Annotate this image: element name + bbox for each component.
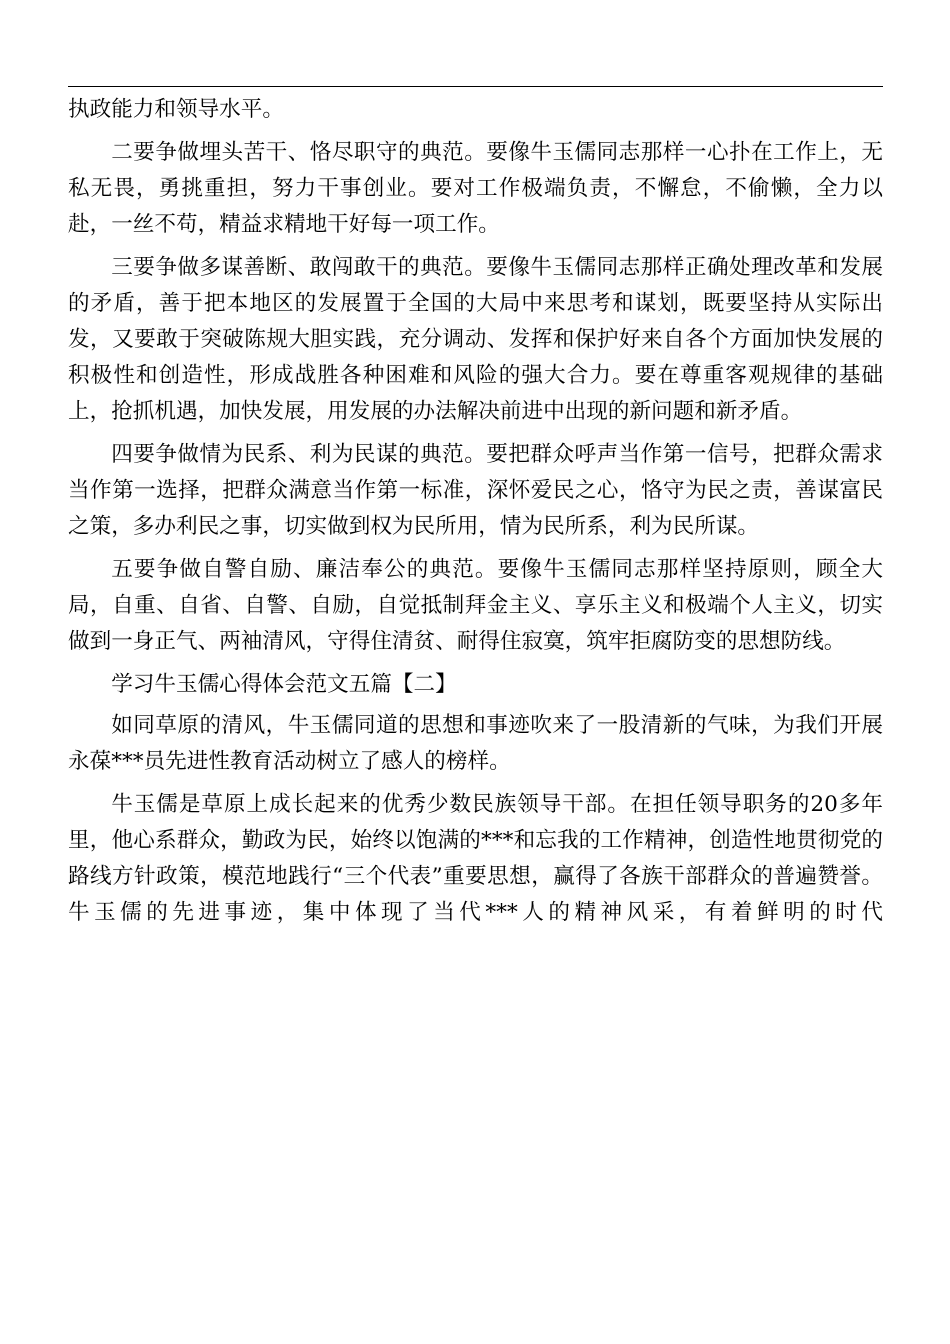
- paragraph-point-two: 二要争做埋头苦干、恪尽职守的典范。要像牛玉儒同志那样一心扑在工作上，无私无畏，勇挑重担，努力干事创业。要对工作极端负责，不懈怠，不偷懒，全力以赴，一丝不苟，精益求精地干好每一项工作。: [68, 140, 883, 237]
- document-body: [68, 92, 883, 938]
- paragraph-point-four: 四要争做情为民系、利为民谋的典范。要把群众呼声当作第一信号，把群众需求当作第一选择，把群众满意当作第一标准，深怀爱民之心，恪守为民之责，善谋富民之策，多办利民之事，切实做到权为民所用，情为民所系，利为民所谋。: [68, 442, 883, 539]
- paragraph-point-three: 三要争做多谋善断、敢闯敢干的典范。要像牛玉儒同志那样正确处理改革和发展的矛盾，善于把本地区的发展置于全国的大局中来思考和谋划，既要坚持从实际出发，又要敢于突破陈规大胆实践，充分调动、发挥和保护好来自各个方面加快发展的积极性和创造性，形成战胜各种困难和风险的强大合力。要在尊重客观规律的基础上，抢抓机遇，加快发展，用发展的办法解决前进中出现的新问题和新矛盾。: [68, 255, 883, 424]
- section-heading: 学习牛玉儒心得体会范文五篇【二】: [111, 672, 457, 697]
- paragraph-intro: 如同草原的清风，牛玉儒同道的思想和事迹吹来了一股清新的气味，为我们开展永葆***员先进性教育活动树立了感人的榜样。: [68, 713, 883, 774]
- paragraph-point-five: 五要争做自警自励、廉洁奉公的典范。要像牛玉儒同志那样坚持原则，顾全大局，自重、自省、自警、自励，自觉抵制拜金主义、享乐主义和极端个人主义，切实做到一身正气、两袖清风，守得住清贫、耐得住寂寞，筑牢拒腐防变的思想防线。: [68, 557, 883, 654]
- paragraph-continuation: 执政能力和领导水平。: [68, 97, 284, 122]
- paragraph-biography: 牛玉儒是草原上成长起来的优秀少数民族领导干部。在担任领导职务的20多年里，他心系群众，勤政为民，始终以饱满的***和忘我的工作精神，创造性地贯彻党的路线方针政策，模范地践行“三个代表”重要思想，赢得了各族干部群众的普遍赞誉。牛玉儒的先进事迹，集中体现了当代***人的精神风采，有着鲜明的时代: [68, 792, 883, 925]
- header-rule: [68, 86, 883, 87]
